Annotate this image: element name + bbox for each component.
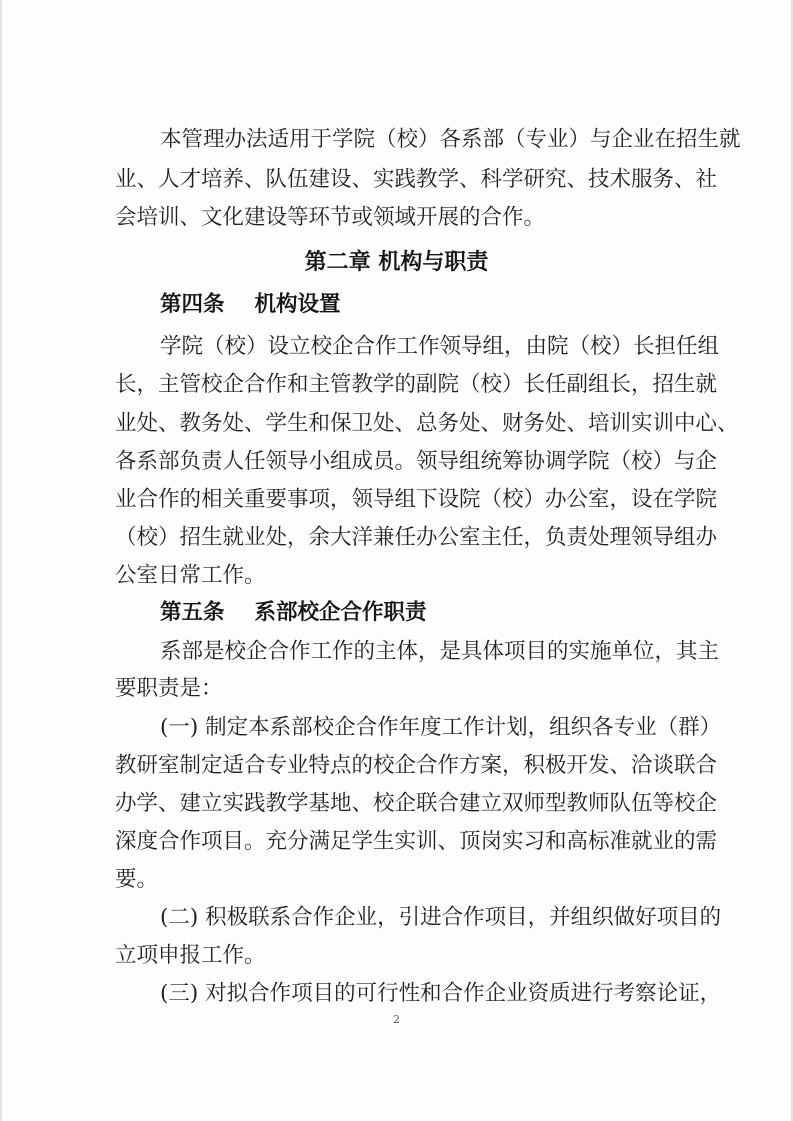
scan-edge-left (0, 0, 2, 1121)
article-4-line-6: （校）招生就业处，余大洋兼任办公室主任，负责处理领导组办 (115, 525, 718, 550)
item-1-line-4: 深度合作项目。充分满足学生实训、顶岗实习和高标准就业的需 (115, 829, 718, 854)
page-number: 2 (393, 1013, 400, 1026)
article-4-line-7: 公室日常工作。 (115, 563, 266, 588)
intro-line-3: 会培训、文化建设等环节或领域开展的合作。 (115, 205, 546, 230)
article-5-line-1: 系部是校企合作工作的主体，是具体项目的实施单位，其主 (160, 639, 720, 664)
intro-line-2: 业、人才培养、队伍建设、实践教学、科学研究、技术服务、社 (115, 167, 718, 192)
article-5-line-2: 要职责是： (115, 676, 223, 701)
chapter-title: 第二章 机构与职责 (304, 250, 489, 275)
item-1-line-2: 教研室制定适合专业特点的校企合作方案，积极开发、洽谈联合 (115, 753, 718, 778)
article-4-line-1: 学院（校）设立校企合作工作领导组，由院（校）长担任组 (160, 334, 720, 359)
item-1-line-1: (一) 制定本系部校企合作年度工作计划，组织各专业（群） (160, 715, 722, 740)
article-4-line-2: 长，主管校企合作和主管教学的副院（校）长任副组长，招生就 (115, 372, 718, 397)
item-1-line-5: 要。 (115, 867, 159, 892)
article-4-line-4: 各系部负责人任领导小组成员。领导组统筹协调学院（校）与企 (115, 449, 718, 474)
item-2-line-1: (二) 积极联系合作企业，引进合作项目，并组织做好项目的 (160, 905, 722, 930)
article-4-title: 第四条 机构设置 (160, 292, 341, 317)
article-5-title: 第五条 系部校企合作职责 (160, 600, 427, 625)
intro-line-1: 本管理办法适用于学院（校）各系部（专业）与企业在招生就 (160, 127, 741, 152)
item-2-line-2: 立项申报工作。 (115, 943, 266, 968)
item-1-line-3: 办学、建立实践教学基地、校企联合建立双师型教师队伍等校企 (115, 791, 718, 816)
article-4-line-3: 业处、教务处、学生和保卫处、总务处、财务处、培训实训中心、 (115, 411, 739, 436)
article-4-line-5: 业合作的相关重要事项，领导组下设院（校）办公室，设在学院 (115, 487, 718, 512)
item-3-line-1: (三) 对拟合作项目的可行性和合作企业资质进行考察论证， (160, 981, 722, 1006)
